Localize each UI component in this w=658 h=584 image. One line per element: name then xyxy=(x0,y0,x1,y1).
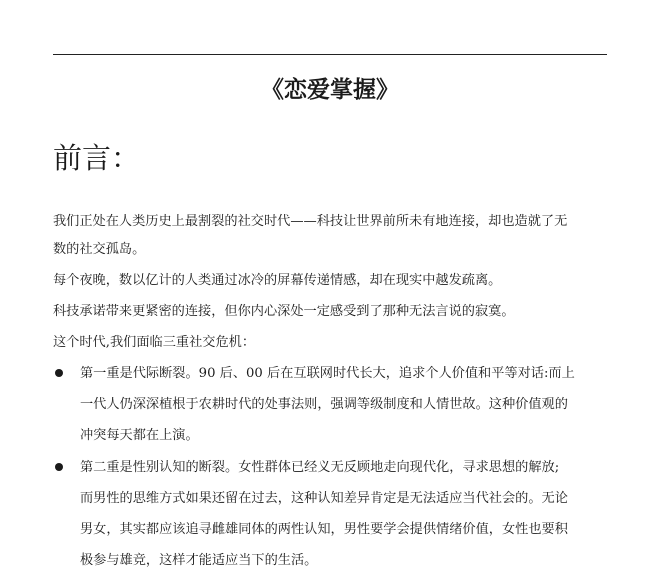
bullet-icon xyxy=(55,369,63,377)
paragraph-intro-line-2: 数的社交孤岛。 xyxy=(53,242,146,257)
document-title: 《恋爱掌握》 xyxy=(261,76,399,103)
list-item-line: 冲突每天都在上演。 xyxy=(80,428,199,443)
list-item xyxy=(53,452,609,576)
paragraph-tech-promise: 科技承诺带来更紧密的连接，但你内心深处一定感受到了那种无法言说的寂寞。 xyxy=(53,304,515,319)
list-item-line: 第二重是性别认知的断裂。女性群体已经义无反顾地走向现代化，寻求思想的解放; xyxy=(80,460,560,475)
bullet-icon xyxy=(55,463,63,471)
list-item-line: 第一重是代际断裂。90 后、00 后在互联网时代长大，追求个人价值和平等对话:而上 xyxy=(80,366,575,381)
section-heading: 前言： xyxy=(53,141,141,175)
crisis-list xyxy=(53,358,609,576)
paragraph-night: 每个夜晚，数以亿计的人类通过冰冷的屏幕传递情感，却在现实中越发疏离。 xyxy=(53,273,502,288)
list-item-line: 男女，其实都应该追寻雌雄同体的两性认知，男性要学会提供情绪价值，女性也要积 xyxy=(80,522,568,537)
list-item xyxy=(53,358,609,451)
list-item-line: 一代人仍深深植根于农耕时代的处事法则，强调等级制度和人情世故。这种价值观的 xyxy=(80,397,568,412)
list-item-line: 而男性的思维方式如果还留在过去，这种认知差异肯定是无法适应当代社会的。无论 xyxy=(80,491,568,506)
header-rule xyxy=(53,54,607,55)
paragraph-crisis-intro: 这个时代,我们面临三重社交危机： xyxy=(53,335,256,350)
paragraph-intro-line-1: 我们正处在人类历史上最割裂的社交时代——科技让世界前所未有地连接，却也造就了无 xyxy=(53,214,568,229)
body-text xyxy=(53,206,609,576)
list-item-line: 极参与雄竞，这样才能适应当下的生活。 xyxy=(80,553,318,568)
